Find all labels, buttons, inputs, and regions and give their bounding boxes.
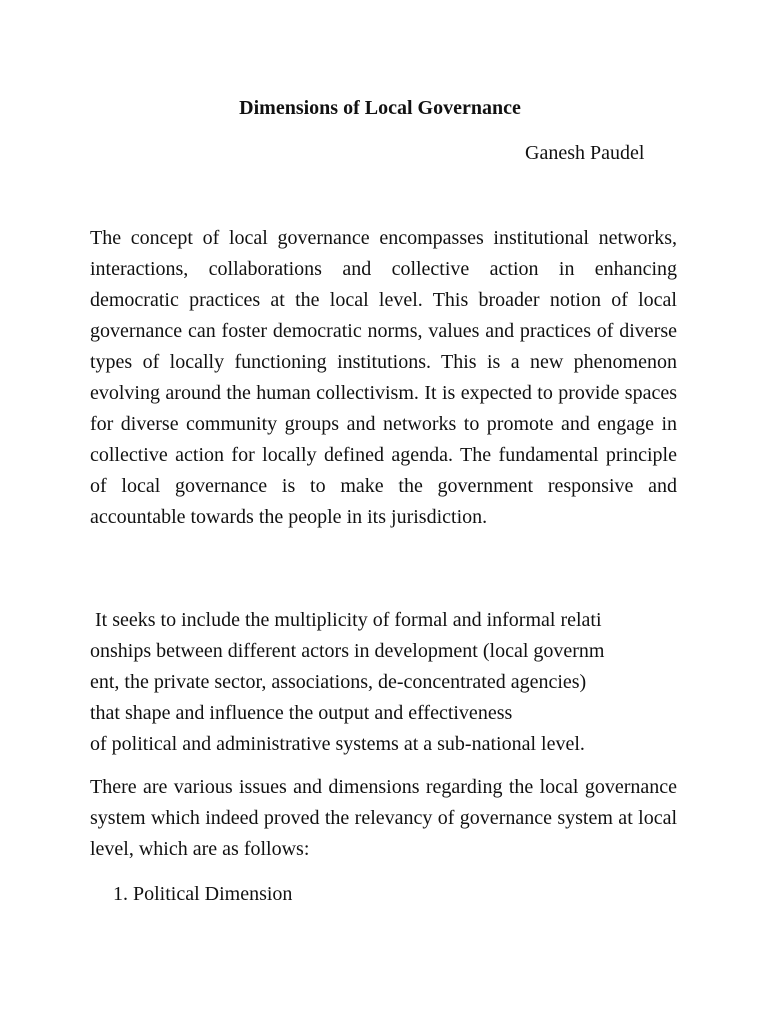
list-item (113, 879, 292, 910)
paragraph-line: onships between different actors in development (local governm (90, 640, 605, 662)
document-title: Dimensions of Local Governance (239, 97, 521, 119)
paragraph-line: of political and administrative systems at a sub-national level. (90, 733, 585, 755)
paragraph-relationships (90, 605, 677, 760)
author-name: Ganesh Paudel (525, 142, 645, 164)
list-item-number: 1. (113, 883, 128, 905)
list-item-label: Political Dimension (133, 883, 293, 905)
paragraph-line: that shape and influence the output and effectiveness (90, 702, 513, 724)
paragraph-line: It seeks to include the multiplicity of formal and informal relati (95, 609, 602, 631)
paragraph-line: ent, the private sector, associations, de-concentrated agencies) (90, 671, 587, 693)
paragraph-intro: The concept of local governance encompasses institutional networks, interactions, collaborations and collective action in enhancing democratic practices at the local level. This broader notion of local governance can foster democratic norms, values and practices of diverse types of locally functioning institutions. This is a new phenomenon evolving around the human collectivism. It is expected to provide spaces for diverse community groups and networks to promote and engage in collective action for locally defined agenda. The fundamental principle of local governance is to make the government responsive and accountable towards the people in its jurisdiction. (90, 227, 677, 528)
paragraph-dimensions: There are various issues and dimensions regarding the local governance system which indeed proved the relevancy of governance system at local level, which are as follows: (90, 776, 677, 860)
